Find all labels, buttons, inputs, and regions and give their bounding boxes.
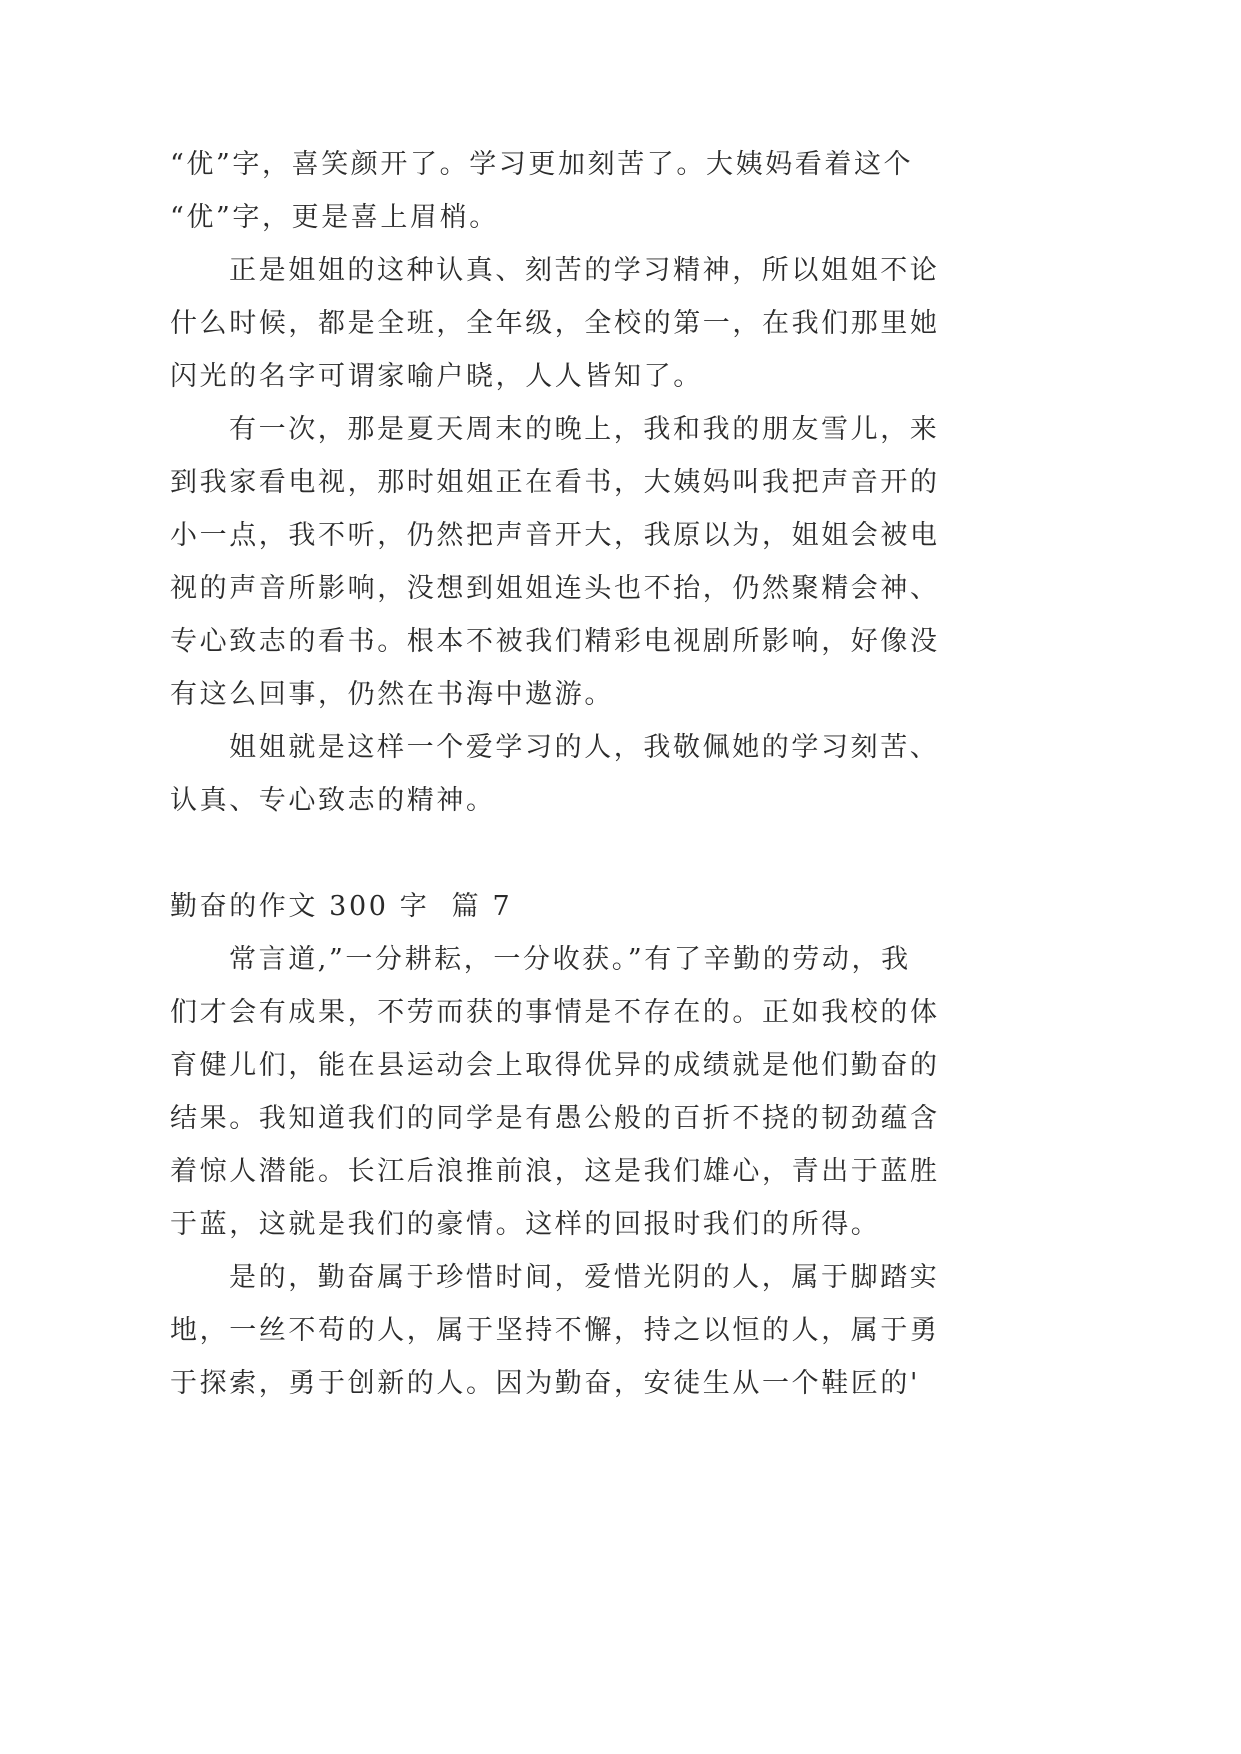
paragraph: [170, 721, 970, 827]
paragraph-line: 着惊人潜能。长江后浪推前浪，这是我们雄心，青出于蓝胜: [170, 1156, 940, 1187]
paragraph-line: 们才会有成果，不劳而获的事情是不存在的。正如我校的体: [170, 997, 940, 1028]
paragraph-line: 认真、专心致志的精神。: [170, 785, 496, 816]
document-body: [170, 138, 970, 1410]
paragraph-line: 小一点，我不听，仍然把声音开大，我原以为，姐姐会被电: [170, 520, 940, 551]
paragraph-line: 于蓝，这就是我们的豪情。这样的回报时我们的所得。: [170, 1209, 881, 1240]
paragraph: [170, 403, 970, 721]
paragraph-line: 专心致志的看书。根本不被我们精彩电视剧所影响，好像没: [170, 626, 940, 657]
paragraph: [170, 1251, 970, 1410]
paragraph-line: 育健儿们，能在县运动会上取得优异的成绩就是他们勤奋的: [170, 1050, 940, 1081]
paragraph-line: 是的，勤奋属于珍惜时间，爱惜光阴的人，属于脚踏实: [229, 1262, 940, 1293]
paragraph: [170, 244, 970, 403]
paragraph-line: 到我家看电视，那时姐姐正在看书，大姨妈叫我把声音开的: [170, 467, 940, 498]
blank-line: [170, 827, 970, 880]
section-heading: 勤奋的作文 300 字 篇 7: [170, 891, 513, 922]
paragraph-line: 姐姐就是这样一个爱学习的人，我敬佩她的学习刻苦、: [229, 732, 940, 763]
paragraph-line: 常言道,”一分耕耘，一分收获。”有了辛勤的劳动，我: [229, 944, 911, 975]
paragraph-line: 什么时候，都是全班，全年级，全校的第一，在我们那里她: [170, 308, 940, 339]
paragraph-line: 结果。我知道我们的同学是有愚公般的百折不挠的韧劲蕴含: [170, 1103, 940, 1134]
paragraph-line: 视的声音所影响，没想到姐姐连头也不抬，仍然聚精会神、: [170, 573, 940, 604]
paragraph: [170, 933, 970, 1251]
paragraph-line: 于探索，勇于创新的人。因为勤奋，安徒生从一个鞋匠的': [170, 1368, 921, 1399]
paragraph-line: 有一次，那是夏天周末的晚上，我和我的朋友雪儿，来: [229, 414, 940, 445]
paragraph: [170, 138, 970, 244]
paragraph-line: “优”字，喜笑颜开了。学习更加刻苦了。大姨妈看着这个: [170, 149, 914, 180]
paragraph-line: 地，一丝不苟的人，属于坚持不懈，持之以恒的人，属于勇: [170, 1315, 940, 1346]
paragraph-line: “优”字，更是喜上眉梢。: [170, 202, 499, 233]
paragraph-line: 有这么回事，仍然在书海中遨游。: [170, 679, 614, 710]
paragraph-line: 正是姐姐的这种认真、刻苦的学习精神，所以姐姐不论: [229, 255, 940, 286]
paragraph-line: 闪光的名字可谓家喻户晓，人人皆知了。: [170, 361, 703, 392]
